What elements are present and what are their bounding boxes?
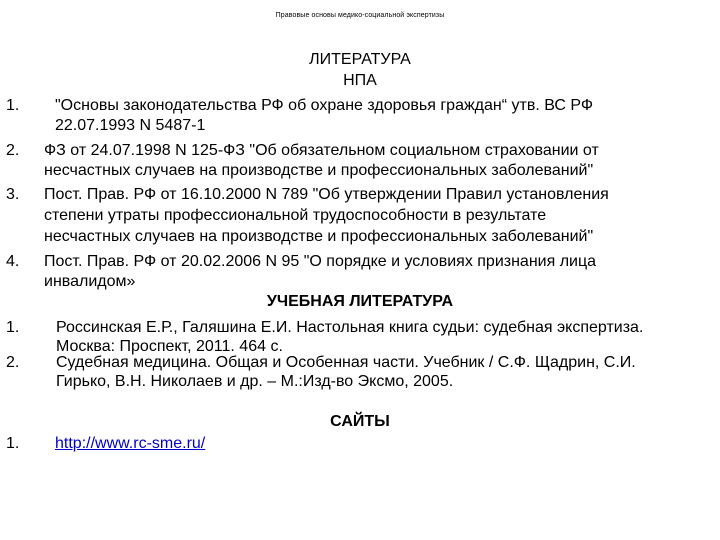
site-item-1-number: 1. — [6, 435, 20, 452]
npa-item-1-line-1: "Основы законодательства РФ об охране здоровья граждан“ утв. ВС РФ — [55, 97, 594, 114]
npa-item-4-line-2: инвалидом» — [44, 273, 136, 290]
npa-item-3-line-3: несчастных случаев на производстве и профессиональных заболеваний" — [44, 228, 594, 245]
npa-item-4-line-1: Пост. Прав. РФ от 20.02.2006 N 95 "О порядке и условиях признания лица — [44, 253, 597, 270]
edu-item-2-number: 2. — [6, 354, 20, 371]
edu-item-1-line-1: Россинская Е.Р., Галяшина Е.И. Настольная книга судьи: судебная экспертиза. — [56, 319, 644, 336]
edu-item-2-line-1: Судебная медицина. Общая и Особенная части. Учебник / С.Ф. Щадрин, С.И. — [56, 354, 636, 371]
site-item-1 — [55, 433, 205, 454]
npa-item-3-line-1: Пост. Прав. РФ от 16.10.2000 N 789 "Об утверждении Правил установления — [44, 186, 609, 203]
npa-item-1-line-2: 22.07.1993 N 5487-1 — [55, 117, 206, 134]
npa-item-4-number: 4. — [6, 253, 20, 270]
npa-item-2-number: 2. — [6, 142, 20, 159]
edu-item-2-line-2: Гирько, В.Н. Николаев и др. – М.:Изд-во Эксмо, 2005. — [56, 373, 454, 390]
heading-npa: НПА — [343, 72, 377, 89]
heading-sites: САЙТЫ — [330, 413, 390, 430]
heading-literature: ЛИТЕРАТУРА — [309, 51, 411, 68]
header-title: Правовые основы медико-социальной экспертизы — [275, 12, 445, 19]
edu-item-1-line-2: Москва: Проспект, 2011. 464 с. — [56, 338, 283, 355]
heading-educational-text: УЧЕБНАЯ ЛИТЕРАТУРА — [266, 293, 454, 310]
site-link[interactable]: http://www.rc-sme.ru/ — [55, 435, 206, 452]
npa-item-1-number: 1. — [6, 97, 20, 114]
heading-educational — [0, 292, 720, 312]
npa-item-2-line-2: несчастных случаев на производстве и профессиональных заболеваний" — [44, 162, 594, 179]
npa-item-3-line-2: степени утраты профессиональной трудоспособности в результате — [44, 207, 547, 224]
npa-item-2-line-1: ФЗ от 24.07.1998 N 125-ФЗ "Об обязательном социальном страховании от — [44, 142, 599, 159]
npa-item-3-number: 3. — [6, 186, 20, 203]
edu-item-1-number: 1. — [6, 319, 20, 336]
